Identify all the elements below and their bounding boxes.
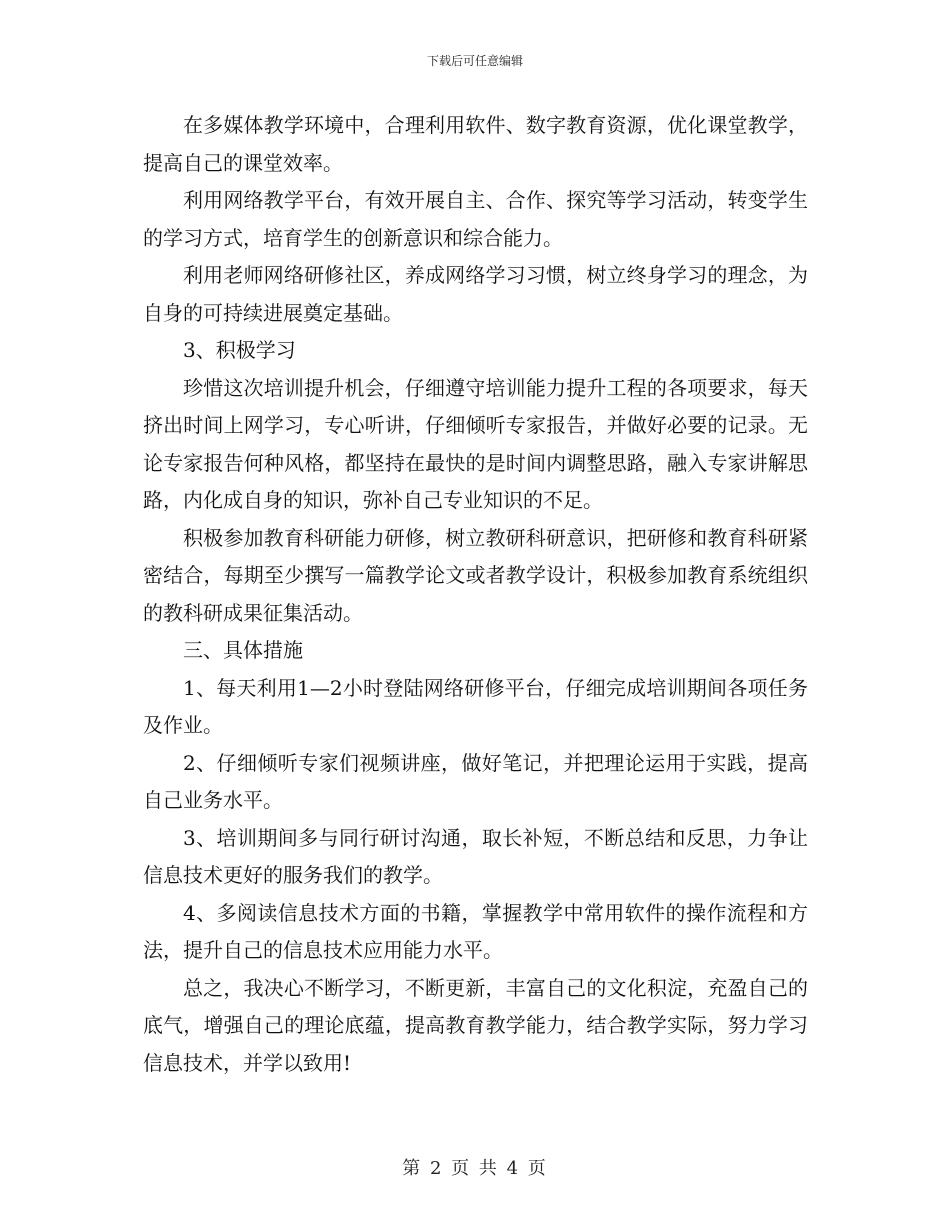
paragraph-measure-1: 1、每天利用1—2小时登陆网络研修平台，仔细完成培训期间各项任务及作业。 (143, 675, 808, 737)
page-number-footer: 第 2 页 共 4 页 (402, 1158, 548, 1179)
section-heading-measures: 三、具体措施 (183, 638, 303, 662)
paragraph-network-platform: 利用网络教学平台，有效开展自主、合作、探究等学习活动，转变学生的学习方式，培育学生的创新意识和综合能力。 (143, 188, 808, 250)
paragraph-cherish-training: 珍惜这次培训提升机会，仔细遵守培训能力提升工程的各项要求，每天挤出时间上网学习，专心听讲，仔细倾听专家报告，并做好必要的记录。无论专家报告何种风格，都坚持在最快的是时间内调整思路，融入专家讲解思路，内化成自身的知识，弥补自己专业知识的不足。 (143, 375, 808, 512)
paragraph-measure-4: 4、多阅读信息技术方面的书籍，掌握教学中常用软件的操作流程和方法，提升自己的信息技术应用能力水平。 (143, 900, 808, 962)
document-body (143, 107, 808, 1082)
paragraph-measure-2: 2、仔细倾听专家们视频讲座，做好笔记，并把理论运用于实践，提高自己业务水平。 (143, 750, 808, 812)
paragraph-research-community: 利用老师网络研修社区，养成网络学习习惯，树立终身学习的理念，为自身的可持续进展奠定基础。 (143, 263, 808, 325)
section-heading-active-learning: 3、积极学习 (183, 338, 296, 362)
paragraph-measure-3: 3、培训期间多与同行研讨沟通，取长补短，不断总结和反思，力争让信息技术更好的服务我们的教学。 (143, 825, 808, 887)
paragraph-multimedia-teaching: 在多媒体教学环境中，合理利用软件、数字教育资源，优化课堂教学，提高自己的课堂效率。 (143, 113, 808, 175)
page-header: 下载后可任意编辑 (426, 54, 523, 68)
paragraph-conclusion: 总之，我决心不断学习，不断更新，丰富自己的文化积淀，充盈自己的底气，增强自己的理论底蕴，提高教育教学能力，结合教学实际，努力学习信息技术，并学以致用! (143, 975, 808, 1075)
paragraph-research-ability: 积极参加教育科研能力研修，树立教研科研意识，把研修和教育科研紧密结合，每期至少撰写一篇教学论文或者教学设计，积极参加教育系统组织的教科研成果征集活动。 (143, 525, 808, 625)
